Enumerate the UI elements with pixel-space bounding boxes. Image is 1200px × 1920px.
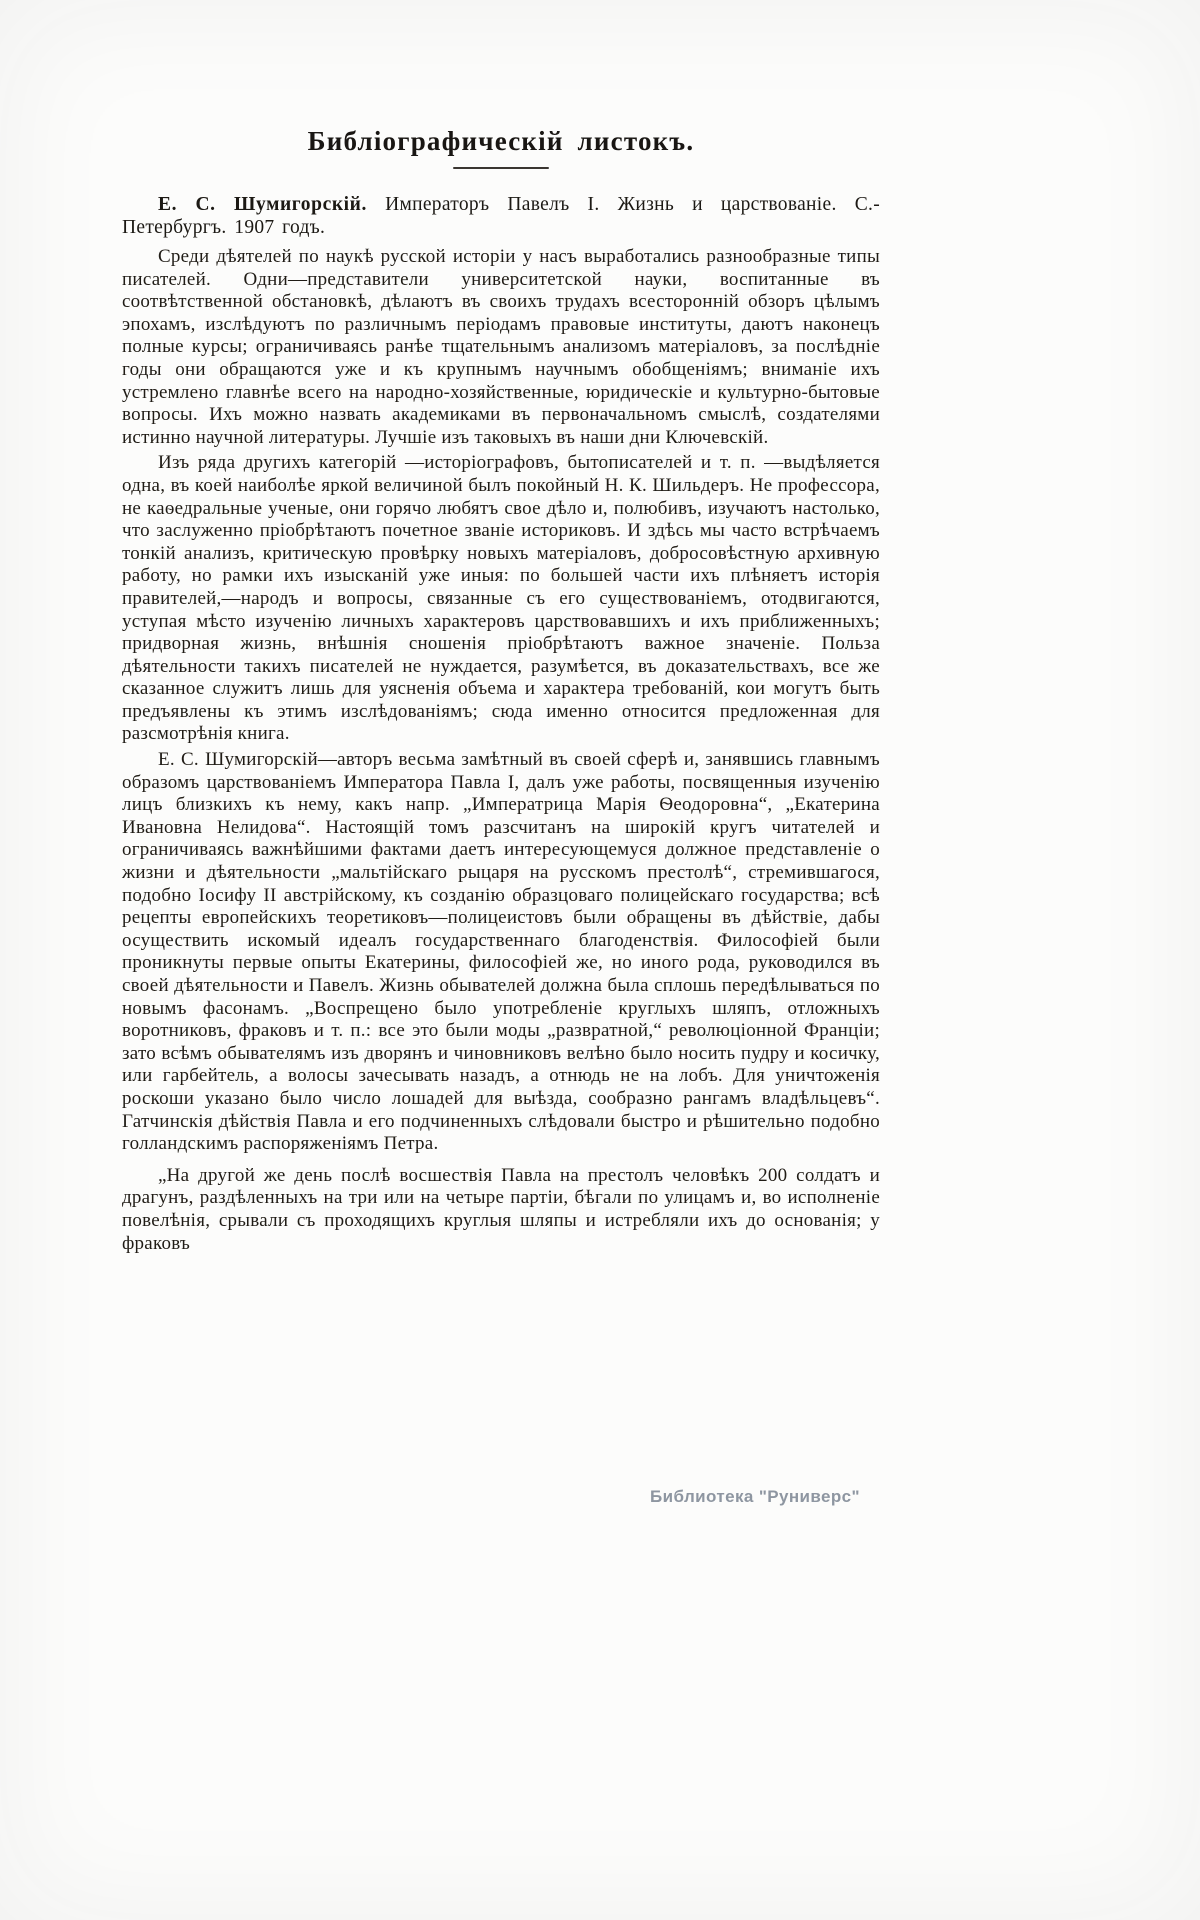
review-paragraph-4: „На другой же день послѣ восшествія Павла на престолъ человѣкъ 200 солдатъ и драгунъ, раздѣленныхъ на три или на четыре партіи, бѣгали по улицамъ и, во исполненіе повелѣнія, срывали съ проходящихъ круглыя шляпы и истребляли ихъ до основанія; у фраковъ <box>122 1164 880 1254</box>
bibliographic-entry <box>122 193 880 239</box>
book-author: Е. С. Шумигорскій. <box>158 194 367 215</box>
review-paragraph-3: Е. С. Шумигорскій—авторъ весьма замѣтный въ своей сферѣ и, занявшись главнымъ образомъ царствованіемъ Императора Павла I, далъ уже работы, посвященныя изученію лицъ близкихъ къ нему, какъ напр. „Императрица Марія Ѳеодоровна“, „Екатерина Ивановна Нелидова“. Настоящій томъ разсчитанъ на широкій кругъ читателей и ограничиваясь важнѣйшими фактами даетъ интересующемуся должное представленіе о жизни и дѣятельности „мальтійскаго рыцаря на русскомъ престолѣ“, стремившагося, подобно Іосифу II австрійскому, къ созданію образцоваго полицейскаго государства; всѣ рецепты европейскихъ теоретиковъ—полицеистовъ были обращены въ дѣйствіе, дабы осуществить искомый идеалъ государственнаго благоденствія. Философіей были проникнуты первые опыты Екатерины, философіей же, но иного рода, руководился въ своей дѣятельности и Павелъ. Жизнь обывателей должна была сплошь передѣлываться по новымъ фасонамъ. „Воспрещено было употребленіе круглыхъ шляпъ, отложныхъ воротниковъ, фраковъ и т. п.: все это были моды „развратной,“ революціонной Франціи; зато всѣмъ обывателямъ изъ дворянъ и чиновниковъ велѣно было носить пудру и косичку, или гарбейтель, а волосы зачесывать назадъ, а отнюдь не на лобъ. Для уничтоженія роскоши указано было число лошадей для выѣзда, сообразно рангамъ владѣльцевъ“. Гатчинскія дѣйствія Павла и его подчиненныхъ слѣдовали быстро и рѣшительно подобно голландскимъ распоряженіямъ Петра. <box>122 749 880 1155</box>
page-title: Библіографическій листокъ. <box>307 126 695 156</box>
review-paragraph-1: Среди дѣятелей по наукѣ русской исторіи у насъ выработались разнообразные типы писателей. Одни—представители университетской науки, воспитанные въ соотвѣтственной обстановкѣ, дѣлаютъ въ своихъ трудахъ всесторонній обзоръ цѣлымъ эпохамъ, изслѣдуютъ по различнымъ періодамъ правовые институты, даютъ наконецъ полные курсы; ограничиваясь ранѣе тщательнымъ анализомъ матеріаловъ, за послѣдніе годы они обращаются уже и къ крупнымъ научнымъ обобщеніямъ; вниманіе ихъ устремлено главнѣе всего на народно-хозяйственные, юридическіе и культурно-бытовые вопросы. Ихъ можно назвать академиками въ первоначальномъ смыслѣ, создателями истинно научной литературы. Лучшіе изъ таковыхъ въ наши дни Ключевскій. <box>122 246 880 448</box>
text-column <box>122 126 880 1255</box>
library-watermark: Библиотека "Руниверс" <box>650 1487 860 1506</box>
title-divider-rule <box>453 167 549 169</box>
review-paragraph-2: Изъ ряда другихъ категорій —исторіографовъ, бытописателей и т. п. —выдѣляется одна, въ коей наиболѣе яркой величиной былъ покойный Н. К. Шильдеръ. Не профессора, не каѳедральные ученые, они горячо любятъ свое дѣло и, полюбивъ, изучаютъ настолько, что заслуженно пріобрѣтаютъ почетное званіе историковъ. И здѣсь мы часто встрѣчаемъ тонкій анализъ, критическую провѣрку новыхъ матеріаловъ, добросовѣстную архивную работу, но рамки ихъ изысканій уже иныя: по большей части ихъ плѣняетъ исторія правителей,—народъ и вопросы, связанные съ его существованіемъ, отодвигаются, уступая мѣсто изученію личныхъ характеровъ царствовавшихъ и ихъ приближенныхъ; придворная жизнь, внѣшнія сношенія пріобрѣтаютъ важное значеніе. Польза дѣятельности такихъ писателей не нуждается, разумѣется, въ доказательствахъ, все же сказанное служитъ лишь для уясненія объема и характера требованій, кои могутъ быть предъявлены къ этимъ изслѣдованіямъ; сюда именно относится предложенная для разсмотрѣнія книга. <box>122 452 880 745</box>
book-title-imprint: Императоръ Павелъ I. Жизнь и царствованіе. С.-Петербургъ. 1907 годъ. <box>122 194 880 238</box>
